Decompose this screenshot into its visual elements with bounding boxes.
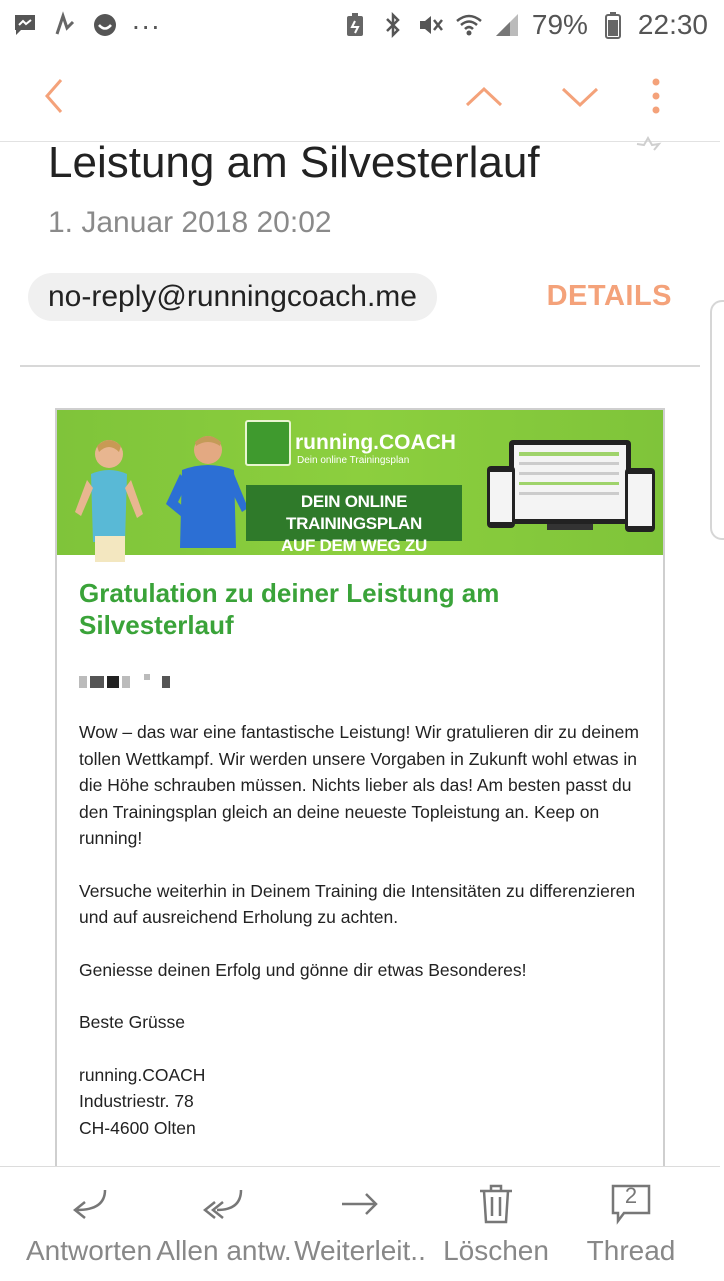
thread-count-badge: 2 [624,1183,638,1208]
email-subject: Leistung am Silvesterlauf [48,138,540,187]
clock: 22:30 [637,9,708,40]
logo-tagline: Dein online Trainingsplan [297,455,410,466]
header-divider [20,365,700,367]
body-paragraph-3: Geniesse deinen Erfolg und gönne dir etwas Besonderes! [79,959,527,980]
smiley-icon [92,12,118,38]
banner-slogan [246,485,462,577]
chevron-up-icon [464,81,504,111]
reply-button[interactable] [22,1167,156,1281]
devices-image [487,438,657,548]
closing: Beste Grüsse [79,1012,186,1032]
email-toolbar [0,50,720,142]
previous-email-button[interactable] [460,72,508,120]
thread-button[interactable] [576,1167,686,1281]
email-content [55,408,665,1178]
forward-button[interactable] [294,1167,426,1281]
signature-city: CH-4600 Olten [79,1117,196,1138]
delete-label: Löschen [443,1235,549,1266]
edge-panel-handle[interactable] [710,300,724,540]
forward-label: Weiterleit.. [294,1235,426,1266]
thread-label: Thread [586,1235,676,1266]
next-email-button[interactable] [556,72,604,120]
email-date: 1. Januar 2018 20:02 [48,206,332,239]
wifi-icon [456,12,482,38]
signature [79,1062,641,1142]
battery-icon [600,12,626,38]
status-bar [0,0,720,50]
activity-icon [52,12,78,38]
runner-woman-image [67,432,147,562]
more-options-button[interactable] [632,72,680,120]
bluetooth-icon [380,12,406,38]
reply-label: Antworten [25,1235,153,1266]
more-vert-icon [650,76,662,116]
battery-percent: 79% [531,9,588,40]
logo-mark [245,420,291,466]
redacted-greeting [79,671,641,693]
runner-man-image [162,430,252,560]
slogan-line-2: AUF DEM WEG ZU DEINEM ZIEL [281,536,427,577]
delete-button[interactable] [436,1167,556,1281]
forward-icon [338,1184,382,1224]
back-arrow-icon [39,76,69,116]
signal-icon [494,12,520,38]
trash-icon [476,1182,516,1226]
battery-saver-icon [342,12,368,38]
reply-all-button[interactable] [156,1167,292,1281]
reply-all-label: Allen antw. [156,1235,292,1266]
details-button[interactable]: DETAILS [546,280,672,312]
chevron-down-icon [560,81,600,111]
body-paragraph-1: Wow – das war eine fantastische Leistung! Wir gratulieren dir zu deinem tollen Wettkampf. Wir werden unsere Vorgaben in Zukunft wohl etwas in die Höhe schrauben müssen. Nichts lieber als das! Am besten passt du den Trainingsplan gleich an deine neueste Topleistung an. Keep on running! [79,722,639,848]
email-heading: Gratulation zu deiner Leistung am Silvesterlauf [79,578,500,640]
star-icon [634,136,662,156]
logo-brand: running.COACH [295,431,456,454]
reply-all-icon [201,1184,247,1224]
back-button[interactable] [30,72,78,120]
messenger-icon [12,12,38,38]
more-notifications: ... [132,4,162,35]
bottom-action-bar [0,1166,720,1280]
mute-icon [418,12,444,38]
signature-street: Industriestr. 78 [79,1091,194,1111]
body-paragraph-2: Versuche weiterhin in Deinem Training die Intensitäten zu differenzieren und auf ausreichend Erholung zu achten. [79,880,636,927]
slogan-line-1: DEIN ONLINE TRAININGSPLAN [286,492,422,533]
promo-banner[interactable] [57,410,663,577]
favorite-star-button[interactable] [634,136,662,161]
reply-icon [67,1184,111,1224]
sender-chip[interactable]: no-reply@runningcoach.me [28,273,437,321]
signature-company: running.COACH [79,1064,206,1085]
